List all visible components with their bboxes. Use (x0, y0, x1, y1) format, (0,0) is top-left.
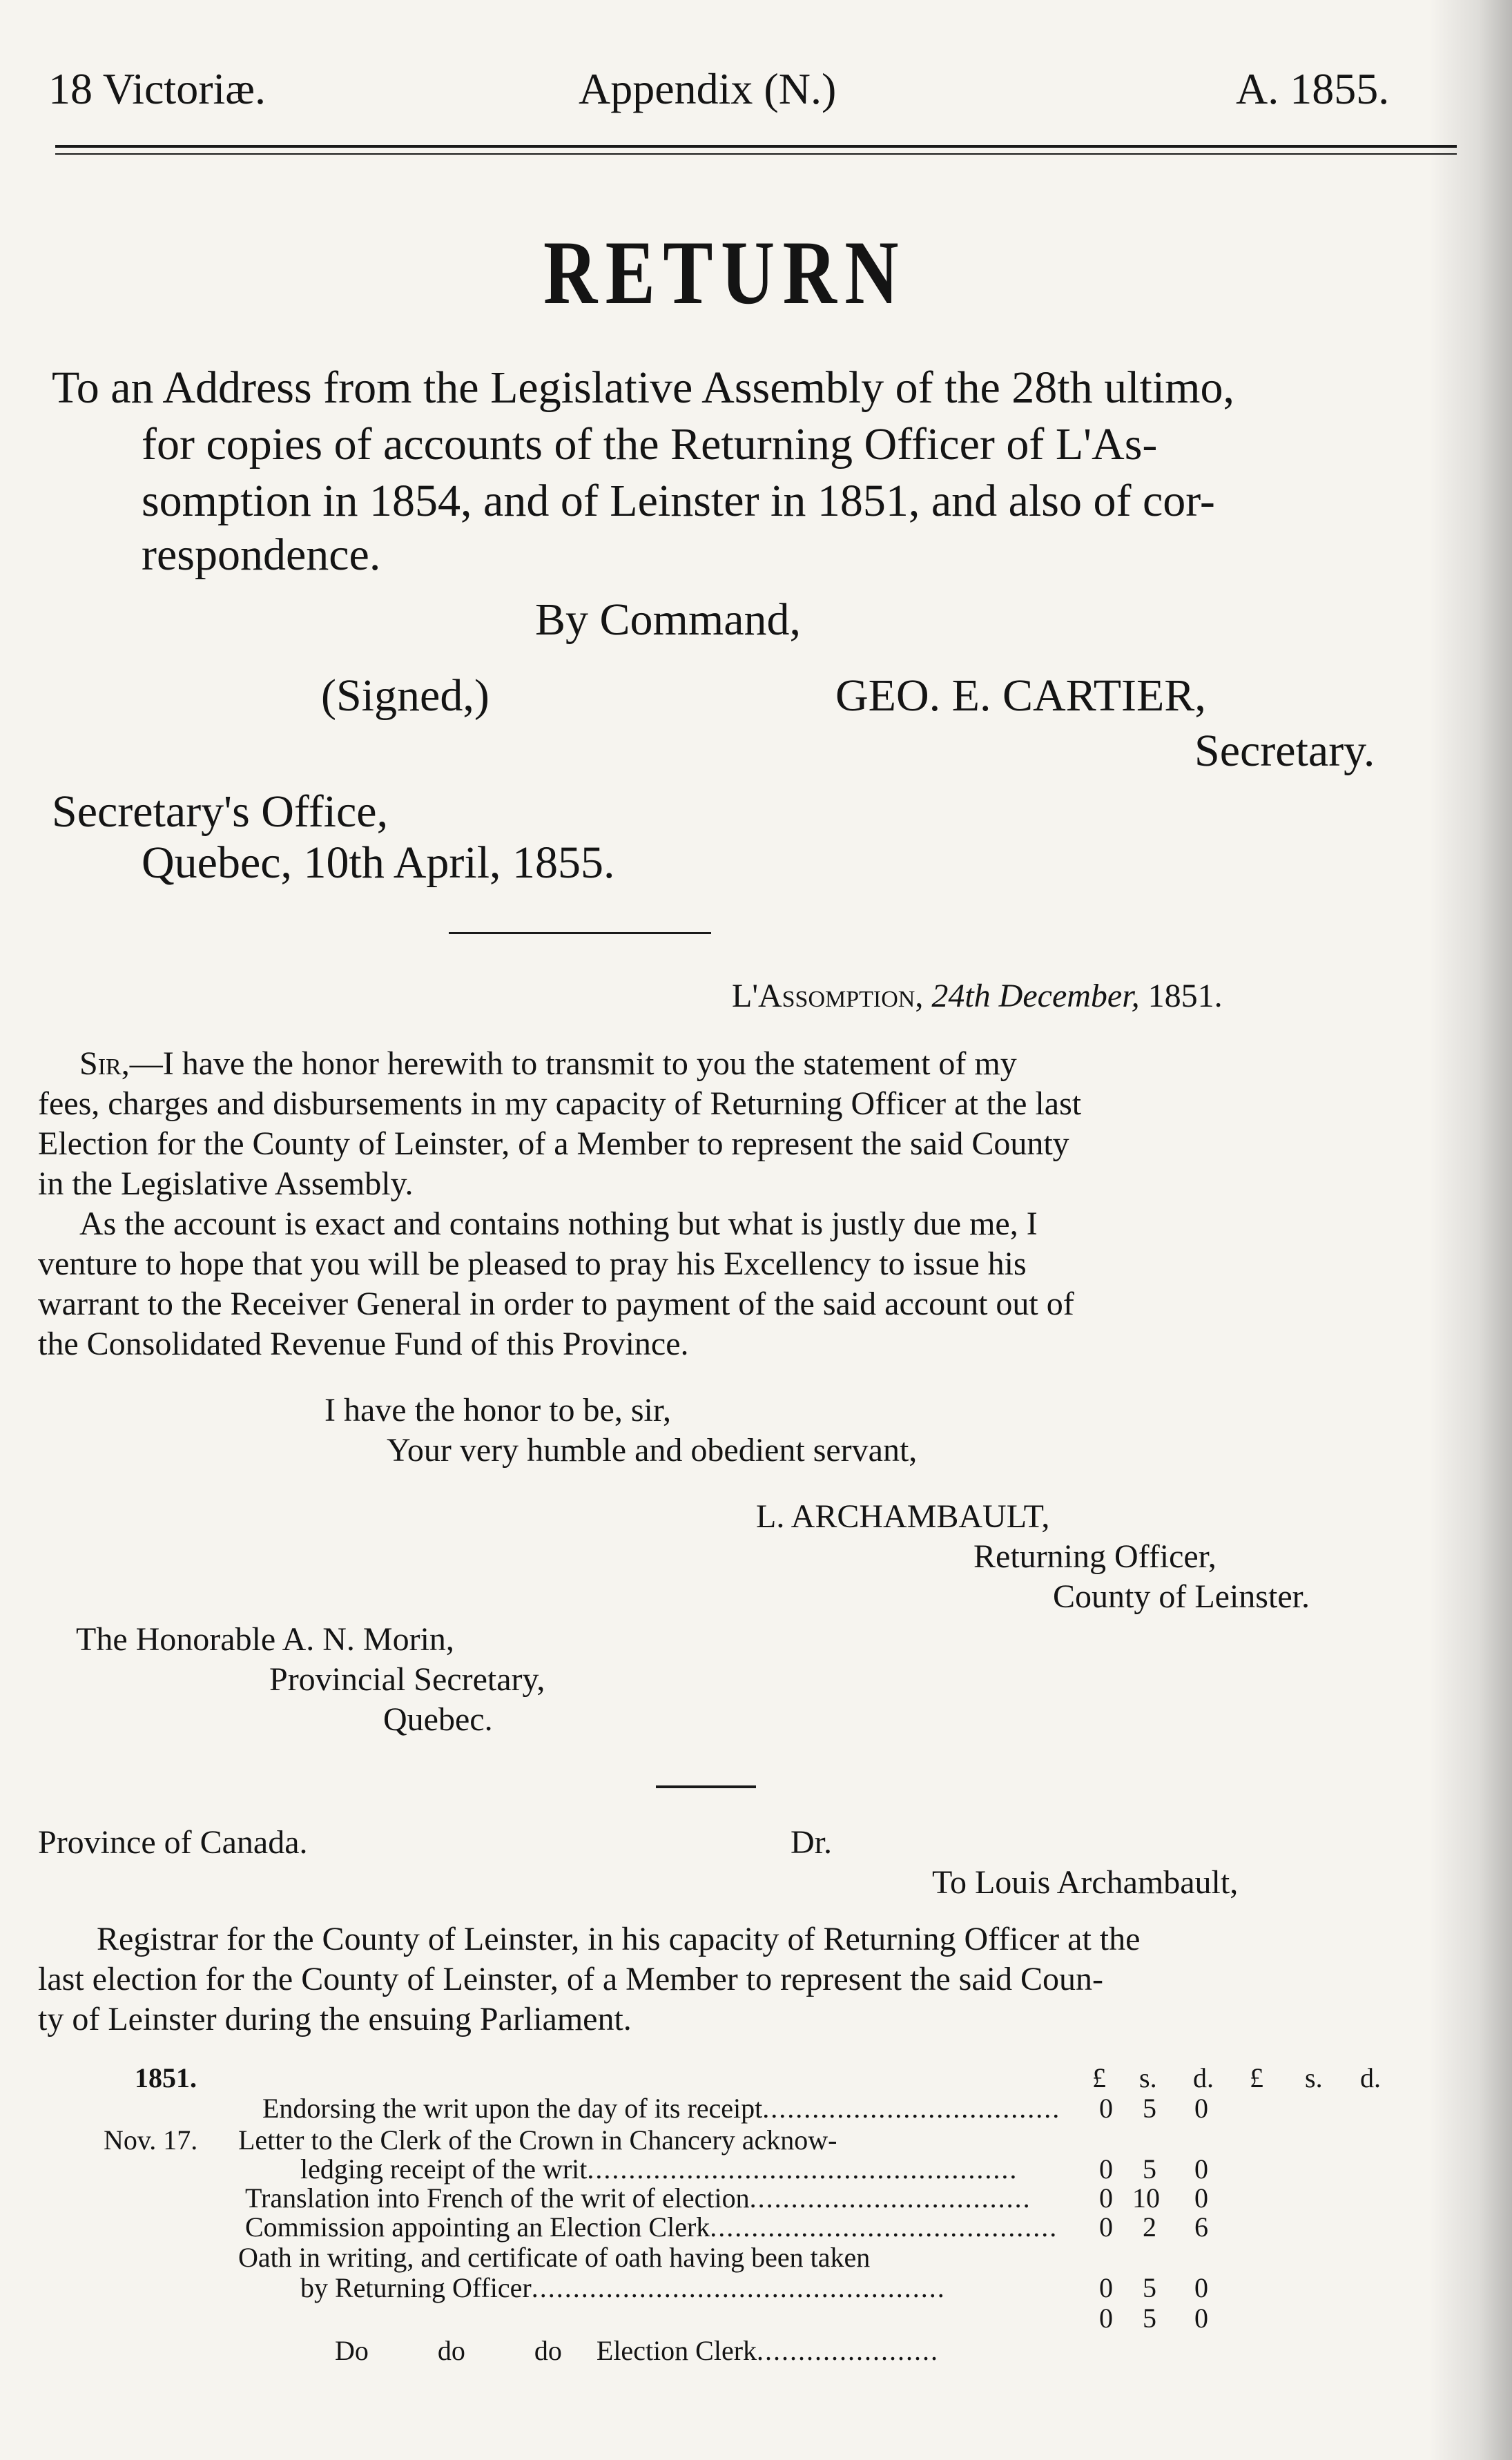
item-3-pounds: 0 (1099, 2182, 1113, 2214)
col-header-shillings-2: s. (1305, 2062, 1323, 2093)
salutation: Sir, (79, 1045, 130, 1082)
leader-dots: .................................................. (531, 2272, 946, 2303)
signatory-name: GEO. E. CARTIER, (835, 670, 1206, 721)
item-5-pence: 0 (1194, 2272, 1208, 2303)
office-line-1: Secretary's Office, (52, 786, 389, 837)
header-right: A. 1855. (1236, 64, 1390, 113)
item-4-shillings: 2 (1143, 2211, 1156, 2243)
item-6-text (307, 2302, 1022, 2399)
letter-p1-line-2: fees, charges and disbursements in my capacity of Returning Officer at the last (38, 1085, 1082, 1122)
item-6-pounds: 0 (1099, 2303, 1113, 2334)
item-5-shillings: 5 (1143, 2272, 1156, 2303)
lead-line-1: To an Address from the Legislative Assembly of the 28th ultimo, (52, 362, 1234, 413)
item-3-shillings: 10 (1132, 2182, 1160, 2214)
leader-dots: .......................................... (710, 2211, 1058, 2243)
item-2-text: Letter to the Clerk of the Crown in Chancery acknow- (238, 2124, 837, 2156)
item-2-pounds: 0 (1099, 2153, 1113, 2185)
letter-signature-title-1: Returning Officer, (973, 1538, 1217, 1575)
item-6-pence: 0 (1194, 2303, 1208, 2334)
header-center: Appendix (N.) (579, 64, 837, 113)
dateline-place: L'Assomption, (732, 978, 924, 1014)
letter-address-2: Provincial Secretary, (269, 1661, 545, 1698)
item-2-date: Nov. 17. (104, 2124, 198, 2156)
item-2-cont-label: ledging receipt of the writ (300, 2153, 588, 2185)
by-command: By Command, (535, 594, 802, 645)
item-1-label: Endorsing the writ upon the day of its receipt (262, 2093, 763, 2124)
lead-line-4: respondence. (142, 530, 381, 580)
col-header-pounds-1: £ (1092, 2062, 1106, 2093)
header-left: 18 Victoriæ. (48, 64, 266, 113)
item-4-text (245, 2211, 1058, 2243)
item-1-text (262, 2092, 1061, 2124)
item-5-text: Oath in writing, and certificate of oath having been taken (238, 2242, 871, 2273)
item-5-cont-label: by Returning Officer (300, 2272, 532, 2303)
letter-p1-line-4: in the Legislative Assembly. (38, 1165, 414, 1202)
item-3-pence: 0 (1194, 2182, 1208, 2214)
item-3-label: Translation into French of the writ of election (245, 2182, 750, 2214)
letter-p1-line-3: Election for the County of Leinster, of a Member to represent the said County (38, 1125, 1069, 1162)
letter-closing-1: I have the honor to be, sir, (324, 1392, 671, 1428)
leader-dots: ...................... (757, 2335, 940, 2366)
leader-dots: .................................. (749, 2182, 1031, 2214)
item-3-text (245, 2182, 1031, 2214)
account-year: 1851. (135, 2062, 197, 2093)
document-title: RETURN (543, 222, 907, 323)
section-divider-2 (656, 1785, 756, 1788)
account-desc-2: last election for the County of Leinster, of a Member to represent the said Coun- (38, 1961, 1103, 1997)
signatory-title: Secretary. (1194, 726, 1375, 776)
item-6-label: Do do do Election Clerk (335, 2335, 757, 2366)
dateline-date: 24th December, (931, 978, 1140, 1014)
letter-p2-line-2: venture to hope that you will be pleased to pray his Excellency to issue his (38, 1246, 1027, 1282)
header-rule-top (55, 145, 1457, 148)
item-2-pence: 0 (1194, 2153, 1208, 2185)
leader-dots: .................................... (762, 2093, 1061, 2124)
dateline-year: 1851. (1147, 978, 1223, 1014)
letter-signature-title-2: County of Leinster. (1053, 1578, 1310, 1615)
header-rule-bottom (55, 153, 1457, 155)
letter-p1-line-1 (79, 1044, 1398, 1084)
account-province: Province of Canada. (38, 1824, 308, 1861)
lead-line-2: for copies of accounts of the Returning Officer of L'As- (142, 419, 1158, 469)
col-header-pounds-2: £ (1250, 2062, 1263, 2093)
item-1-pounds: 0 (1099, 2093, 1113, 2124)
letter-signature-name: L. ARCHAMBAULT, (756, 1498, 1050, 1535)
item-2-shillings: 5 (1143, 2153, 1156, 2185)
col-header-pence-2: d. (1360, 2062, 1381, 2093)
scan-edge-shading (1429, 0, 1512, 2460)
letter-p2-line-3: warrant to the Receiver General in order to payment of the said account out of (38, 1286, 1074, 1322)
item-1-shillings: 5 (1143, 2093, 1156, 2124)
leader-dots: .................................................... (587, 2153, 1018, 2185)
account-desc-3: ty of Leinster during the ensuing Parliament. (38, 2001, 632, 2037)
account-desc-1: Registrar for the County of Leinster, in his capacity of Returning Officer at the (97, 1921, 1141, 1957)
col-header-pence-1: d. (1193, 2062, 1214, 2093)
section-divider-1 (449, 932, 711, 934)
item-1-pence: 0 (1194, 2093, 1208, 2124)
item-2-cont (300, 2153, 1022, 2185)
item-5-cont (300, 2272, 1022, 2304)
account-to: To Louis Archambault, (932, 1864, 1239, 1901)
account-dr: Dr. (791, 1824, 832, 1861)
p1-line-1-text: —I have the honor herewith to transmit to you the statement of my (129, 1045, 1017, 1082)
letter-address-3: Quebec. (383, 1701, 493, 1738)
office-line-2: Quebec, 10th April, 1855. (142, 837, 615, 888)
item-6-shillings: 5 (1143, 2303, 1156, 2334)
letter-p2-line-1: As the account is exact and contains nothing but what is justly due me, I (79, 1205, 1038, 1242)
letter-closing-2: Your very humble and obedient servant, (387, 1432, 918, 1469)
signed-label: (Signed,) (321, 670, 490, 721)
letter-address-1: The Honorable A. N. Morin, (76, 1621, 454, 1658)
letter-dateline (732, 976, 1223, 1016)
item-4-pence: 6 (1194, 2211, 1208, 2243)
item-5-pounds: 0 (1099, 2272, 1113, 2303)
item-4-label: Commission appointing an Election Clerk (245, 2211, 710, 2243)
item-4-pounds: 0 (1099, 2211, 1113, 2243)
col-header-shillings-1: s. (1139, 2062, 1157, 2093)
lead-line-3: somption in 1854, and of Leinster in 1851, and also of cor- (142, 476, 1215, 526)
letter-p2-line-4: the Consolidated Revenue Fund of this Province. (38, 1326, 689, 1362)
